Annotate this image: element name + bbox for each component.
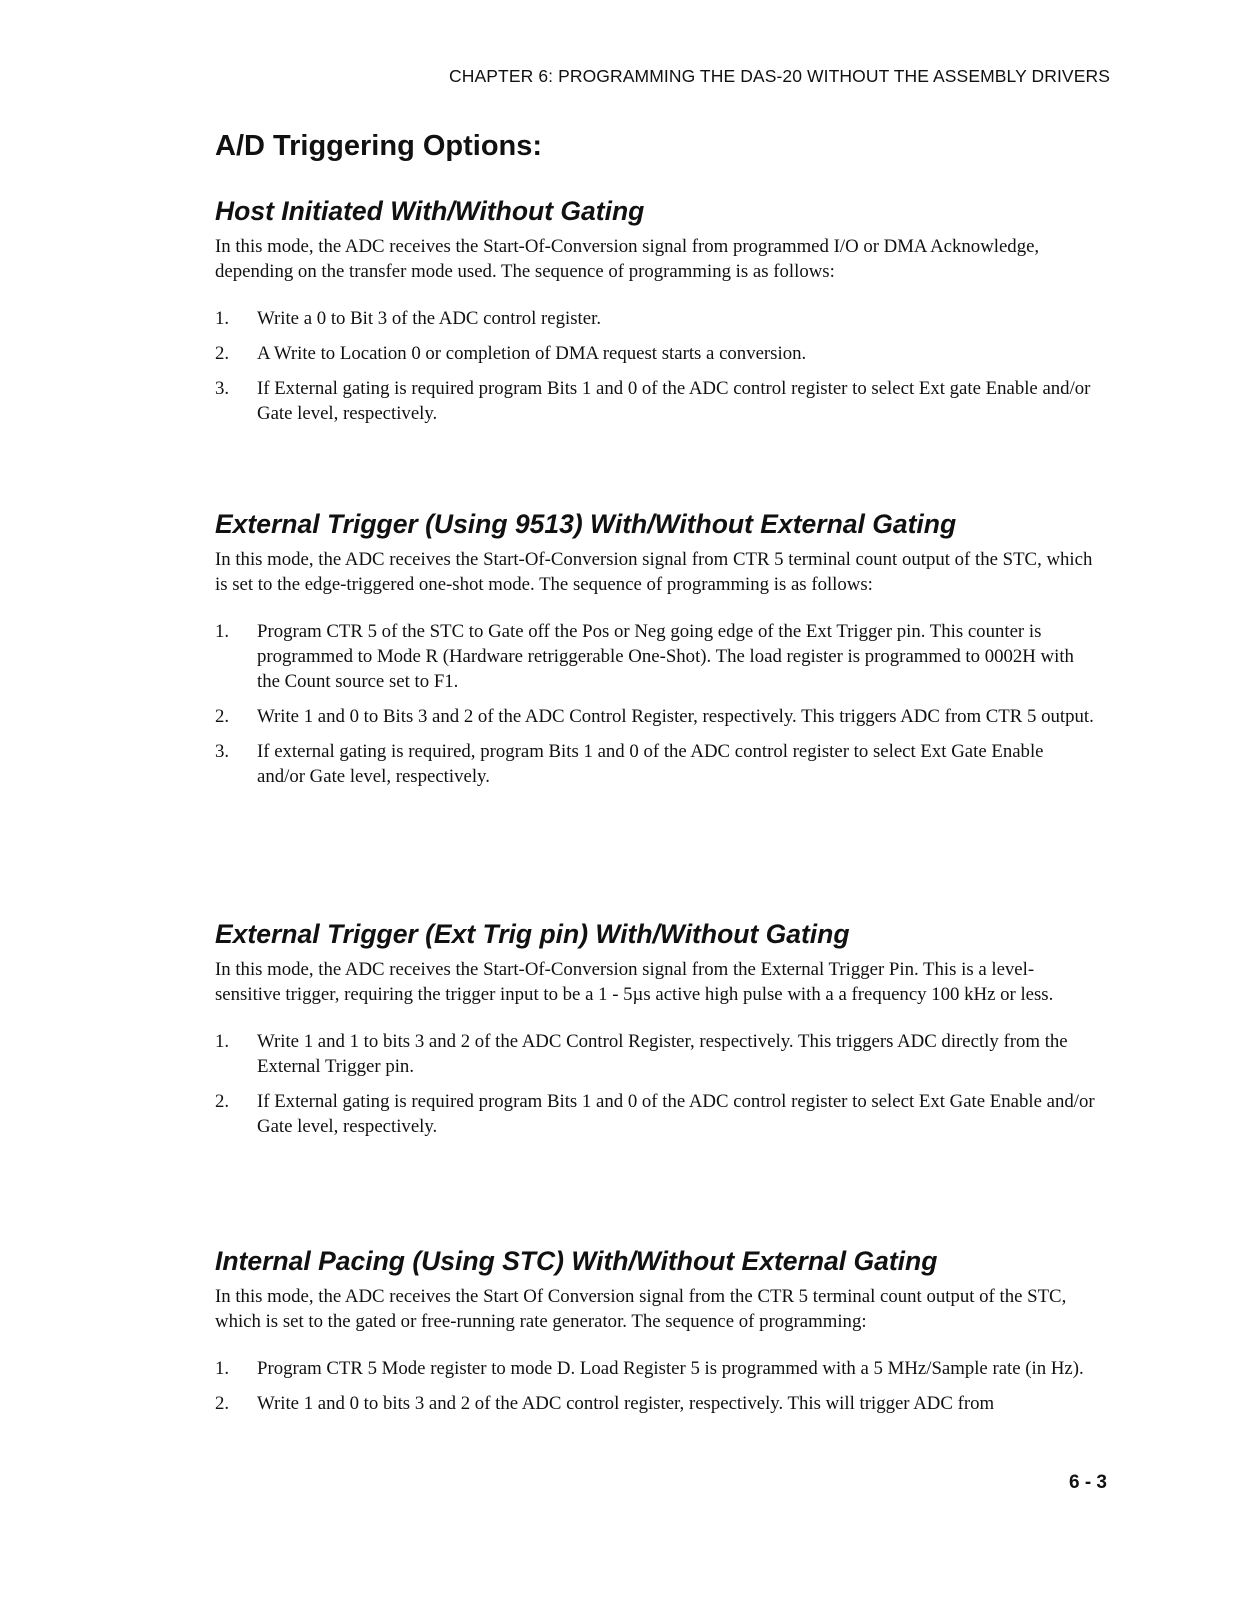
step-text: A Write to Location 0 or completion of DMA request starts a conversion. bbox=[257, 343, 807, 364]
list-item bbox=[215, 341, 1095, 366]
step-number: 2. bbox=[215, 1091, 230, 1112]
list-item bbox=[215, 619, 1095, 694]
section-heading: External Trigger (Ext Trig pin) With/Without Gating bbox=[215, 919, 850, 949]
page-number: 6 - 3 bbox=[1068, 1472, 1107, 1493]
step-number: 1. bbox=[215, 308, 230, 329]
step-number: 2. bbox=[215, 343, 230, 364]
steps-list bbox=[215, 619, 1095, 789]
step-text: Write 1 and 0 to bits 3 and 2 of the ADC control register, respectively. This will trigger ADC from bbox=[257, 1393, 995, 1414]
list-item bbox=[215, 1089, 1095, 1139]
section-external-trigger-pin bbox=[215, 917, 1095, 1149]
step-number: 2. bbox=[215, 1393, 230, 1414]
steps-list bbox=[215, 306, 1095, 426]
page-title: A/D Triggering Options: bbox=[215, 130, 543, 162]
step-text: Write 1 and 1 to bits 3 and 2 of the ADC Control Register, respectively. This triggers ADC directly from the External Trigger pin. bbox=[257, 1031, 1068, 1077]
step-text: Program CTR 5 of the STC to Gate off the Pos or Neg going edge of the Ext Trigger pin. This counter is programmed to Mode R (Hardware retriggerable One-Shot). The load register is programmed to 0002H with the Count source set to F1. bbox=[257, 621, 1074, 692]
section-host-initiated bbox=[215, 194, 1095, 436]
section-heading: Internal Pacing (Using STC) With/Without External Gating bbox=[215, 1246, 938, 1276]
section-intro: In this mode, the ADC receives the Start-Of-Conversion signal from the External Trigger Pin. This is a level-sensitive trigger, requiring the trigger input to be a 1 - 5µs active high pulse with a a frequency 100 kHz or less. bbox=[215, 959, 1054, 1005]
list-item bbox=[215, 1391, 1095, 1416]
step-text: If external gating is required, program Bits 1 and 0 of the ADC control register to select Ext Gate Enable and/or Gate level, respectively. bbox=[257, 741, 1044, 787]
list-item bbox=[215, 1029, 1095, 1079]
step-text: If External gating is required program Bits 1 and 0 of the ADC control register to select Ext gate Enable and/or Gate level, respectively. bbox=[257, 378, 1091, 424]
running-header: CHAPTER 6: PROGRAMMING THE DAS-20 WITHOUT THE ASSEMBLY DRIVERS bbox=[449, 66, 1110, 86]
list-item bbox=[215, 1356, 1095, 1381]
section-heading: External Trigger (Using 9513) With/Without External Gating bbox=[215, 509, 957, 539]
list-item bbox=[215, 306, 1095, 331]
list-item bbox=[215, 376, 1095, 426]
list-item bbox=[215, 739, 1095, 789]
step-text: If External gating is required program Bits 1 and 0 of the ADC control register to select Ext Gate Enable and/or Gate level, respectively. bbox=[257, 1091, 1095, 1137]
list-item bbox=[215, 704, 1095, 729]
step-number: 2. bbox=[215, 706, 230, 727]
step-text: Write 1 and 0 to Bits 3 and 2 of the ADC Control Register, respectively. This triggers ADC from CTR 5 output. bbox=[257, 706, 1094, 727]
section-external-trigger-9513 bbox=[215, 507, 1095, 799]
steps-list bbox=[215, 1029, 1095, 1139]
step-number: 1. bbox=[215, 1358, 230, 1379]
step-text: Program CTR 5 Mode register to mode D. Load Register 5 is programmed with a 5 MHz/Sample rate (in Hz). bbox=[257, 1358, 1084, 1379]
section-intro: In this mode, the ADC receives the Start-Of-Conversion signal from programmed I/O or DMA Acknowledge, depending on the transfer mode used. The sequence of programming is as follows: bbox=[215, 236, 1040, 282]
section-intro: In this mode, the ADC receives the Start-Of-Conversion signal from CTR 5 terminal count output of the STC, which is set to the edge-triggered one-shot mode. The sequence of programming is as follows: bbox=[215, 549, 1093, 595]
section-internal-pacing bbox=[215, 1244, 1095, 1426]
steps-list bbox=[215, 1356, 1095, 1416]
step-number: 3. bbox=[215, 741, 230, 762]
step-text: Write a 0 to Bit 3 of the ADC control register. bbox=[257, 308, 602, 329]
step-number: 1. bbox=[215, 621, 230, 642]
section-intro: In this mode, the ADC receives the Start Of Conversion signal from the CTR 5 terminal count output of the STC, which is set to the gated or free-running rate generator. The sequence of programming: bbox=[215, 1286, 1067, 1332]
section-heading: Host Initiated With/Without Gating bbox=[215, 196, 645, 226]
step-number: 3. bbox=[215, 378, 230, 399]
step-number: 1. bbox=[215, 1031, 230, 1052]
